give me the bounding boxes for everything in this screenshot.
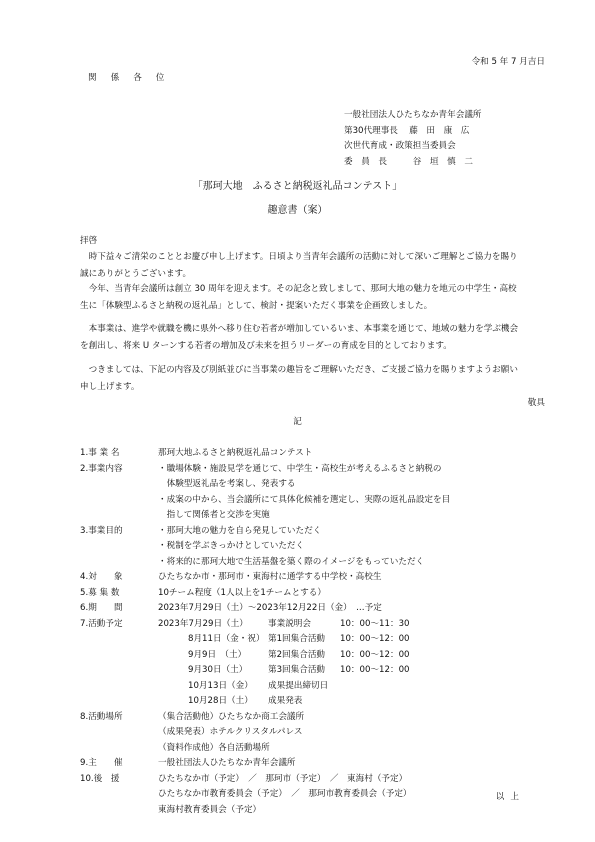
detail-content: 2.事業内容 ・職場体験・施設見学を通じて、中学生・高校生が考えるふるさと納税の 体験型返礼品を考案し、発表する ・成案の中から、当会議所にて具体化候補を選定し、実際の返礼品設定を目 指して関係者と交渉を実施 [80,463,451,520]
paragraph-3: 本事業は、進学や就職を機に県外へ移り住む若者が増加しているいま、本事業を通じて、地域の魅力を学ぶ機会を創出し、将来 U ターンする若者の増加及び未来を担うリーダーの育成を目的としております。 [80,324,519,351]
schedule-event: 成果発表 [268,696,303,706]
schedule-event: 第2回集合活動 [268,649,326,660]
detail-target: 4.対 象 ひたちなか市・那珂市・東海村に通学する中学校・高校生 [80,572,382,582]
issuer-president: 第30代理事長 藤 田 康 広 [344,125,470,136]
details-list [80,446,450,818]
detail-organizer: 9.主 催 一般社団法人ひたちなか青年会議所 [80,758,296,768]
document-date: 令和 5 年 7 月吉日 [471,57,545,67]
detail-venue: 8.活動場所 （集合活動他）ひたちなか商工会議所 （成果発表）ホテルクリスタルパレス （資料作成他）各自活動場所 [80,711,305,753]
detail-recruit: 5.募 集 数 10チーム程度（1人以上を1チームとする） [80,587,326,598]
closing-word: 敬具 [527,398,545,408]
schedule-date: 9月30日（土） [188,665,248,675]
schedule-time [340,679,410,695]
issuer-chair: 委 員 長 谷 垣 慎 二 [344,156,473,167]
schedule-time: 10：00～12：00 [340,665,410,675]
detail-purpose: 3.事業目的 ・那珂大地の魅力を自ら発見していただく ・税制を学ぶきっかけとしていただく ・将来的に那珂大地で生活基盤を築く際のイメージをもっていただく [80,525,425,567]
schedule-time [340,694,410,710]
schedule-time: 10：00～11：30 [340,618,410,629]
detail-schedule: 7.活動予定 2023年7月29日（土） 事業説明会 10：00～11：30 8月11日（金・祝） 第1回集合活動 10：00～12：00 9月9日 （土） 第2回集合活動 10：00～12：00 9月30日（土） 第3回集合活動 10：00～12：00 10月13日（金） 成果提出締切日 10月28日（土） 成果発表 [80,617,450,710]
document-subtitle: 趣意書（案） [267,205,328,216]
detail-support: 10.後 援 ひたちなか市（予定） ／ 那珂市（予定） ／ 東海村（予定） ひたちなか市教育委員会（予定） ／ 那珂市教育委員会（予定） 東海村教育委員会（予定） [80,773,412,815]
detail-event-name: 1.事 業 名 那珂大地ふるさと納税返礼品コンテスト [80,448,313,458]
greeting: 拝啓 [80,236,98,246]
end-mark: 以上 [495,792,525,802]
detail-period: 6.期 間 2023年7月29日（土）～2023年12月22日（金） …予定 [80,603,382,613]
paragraph-4: つきましては、下記の内容及び別紙並びに当事業の趣旨をご理解いただき、ご支援ご協力を賜りますようお願い申し上げます。 [80,365,518,392]
addressee: 関係各位 [88,73,179,83]
schedule-date: 10月13日（金） [188,680,253,691]
schedule-event: 第1回集合活動 [268,634,326,644]
schedule-date: 8月11日（金・祝） [188,634,265,644]
schedule-grid [158,617,410,710]
document-title: 「那珂大地 ふるさと納税返礼品コンテスト」 [192,181,403,192]
paragraph-1: 時下益々ご清栄のこととお慶び申し上げます。日頃より当青年会議所の活動に対して深いご理解とご協力を賜り誠にありがとうございます。 [80,252,518,279]
issuer-org: 一般社団法人ひたちなか青年会議所 [344,110,482,120]
ki-heading: 記 [293,417,302,427]
schedule-date: 9月9日 （土） [188,649,247,660]
schedule-event: 事業説明会 [268,618,311,629]
schedule-date: 2023年7月29日（土） [158,618,248,629]
schedule-event: 成果提出締切日 [268,680,329,691]
schedule-time: 10：00～12：00 [340,649,410,660]
schedule-event: 第3回集合活動 [268,665,326,675]
schedule-time: 10：00～12：00 [340,634,410,644]
paragraph-2: 今年、当青年会議所は創立 30 周年を迎えます。その記念と致しまして、那珂大地の魅力を地元の中学生・高校生に「体験型ふるさと納税の返礼品」として、検討・提案いただく事業を企画致しました。 [80,284,517,311]
issuer-committee: 次世代育成・政策担当委員会 [344,141,456,151]
issuer-block [344,108,482,170]
schedule-date: 10月28日（土） [188,696,253,706]
